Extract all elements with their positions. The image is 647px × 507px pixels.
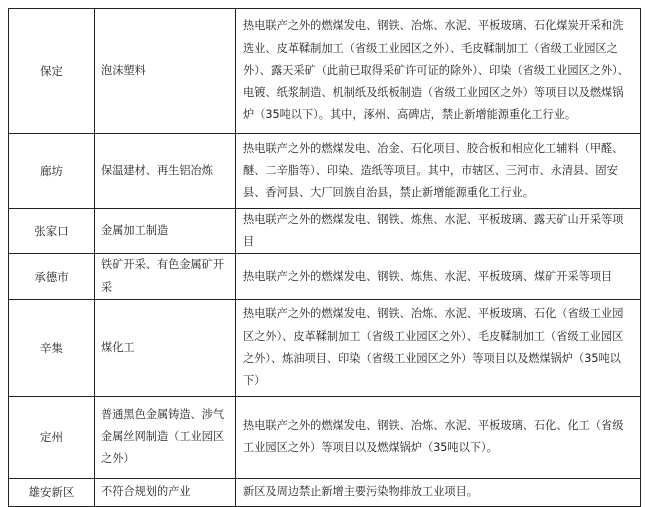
policy-table-container [8, 8, 640, 500]
prohibited-projects-cell: 热电联产之外的燃煤发电、钢铁、炼焦、水泥、平板玻璃、露天矿山开采等项目 [236, 209, 641, 254]
industry-cell: 保温建材、再生铝冶炼 [95, 134, 236, 209]
prohibited-projects-cell: 热电联产之外的燃煤发电、钢铁、冶炼、水泥、平板玻璃、石化煤炭开采和洗选业、皮革鞣制加工（省级工业园区之外）、毛皮鞣制加工（省级工业园区之外）、露天采矿（此前已取得采矿许可证的除外）、印染（省级工业园区之外）、电镀、纸浆制造、机制纸及纸板制造（省级工业园区之外）等项目以及燃煤锅炉（35吨以下）。其中，涿州、高碑店，禁止新增能源重化工行业。 [236, 9, 641, 134]
prohibited-projects-cell: 热电联产之外的燃煤发电、钢铁、炼焦、水泥、平板玻璃、煤矿开采等项目 [236, 254, 641, 299]
city-cell: 廊坊 [9, 134, 95, 209]
table-row [9, 254, 641, 299]
industry-cell: 普通黑色金属铸造、涉气金属丝网制造（工业园区之外） [95, 396, 236, 478]
industry-cell: 不符合规划的产业 [95, 478, 236, 506]
prohibited-projects-cell: 热电联产之外的燃煤发电、冶金、石化项目、胶合板和相应化工辅料（甲醛、醚、二辛脂等）、印染、造纸等项目。其中，市辖区、三河市、永清县、固安县、香河县、大厂回族自治县，禁止新增能源重化工行业。 [236, 134, 641, 209]
table-row [9, 299, 641, 396]
industry-cell: 铁矿开采、有色金属矿开采 [95, 254, 236, 299]
city-cell: 承德市 [9, 254, 95, 299]
industry-restriction-table [8, 8, 641, 507]
table-row [9, 478, 641, 506]
prohibited-projects-cell: 新区及周边禁止新增主要污染物排放工业项目。 [236, 478, 641, 506]
city-cell: 保定 [9, 9, 95, 134]
industry-cell: 泡沫塑料 [95, 9, 236, 134]
table-row [9, 134, 641, 209]
city-cell: 辛集 [9, 299, 95, 396]
city-cell: 定州 [9, 396, 95, 478]
table-row [9, 396, 641, 478]
table-row [9, 9, 641, 134]
industry-cell: 煤化工 [95, 299, 236, 396]
city-cell: 雄安新区 [9, 478, 95, 506]
table-row [9, 209, 641, 254]
prohibited-projects-cell: 热电联产之外的燃煤发电、钢铁、冶炼、水泥、平板玻璃、石化（省级工业园区之外）、皮革鞣制加工（省级工业园区之外）、毛皮鞣制加工（省级工业园区之外）、炼油项目、印染（省级工业园区之外）等项目以及燃煤锅炉（35吨以下） [236, 299, 641, 396]
city-cell: 张家口 [9, 209, 95, 254]
prohibited-projects-cell: 热电联产之外的燃煤发电、钢铁、冶炼、水泥、平板玻璃、石化、化工（省级工业园区之外）等项目以及燃煤锅炉（35吨以下）。 [236, 396, 641, 478]
industry-cell: 金属加工制造 [95, 209, 236, 254]
